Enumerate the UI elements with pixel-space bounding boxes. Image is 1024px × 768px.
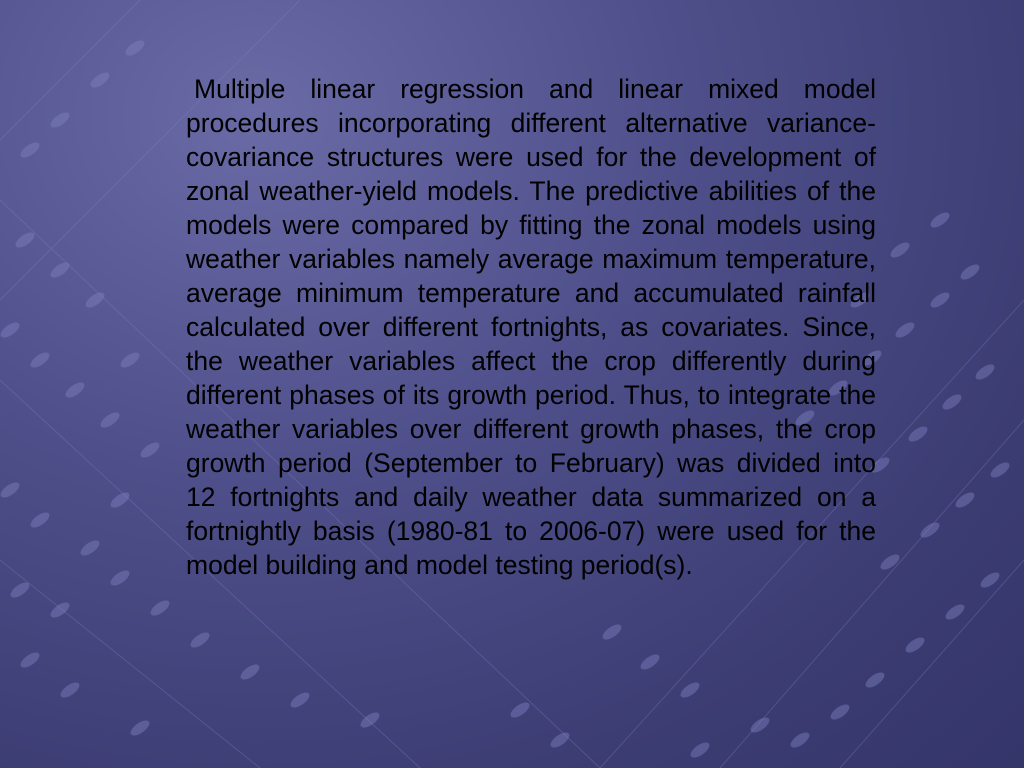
decor-bead (973, 362, 997, 383)
decor-bead (78, 538, 102, 559)
decor-bead (123, 38, 147, 59)
decor-bead (28, 510, 52, 531)
decor-bead (903, 635, 927, 656)
decor-bead (28, 350, 52, 371)
decor-bead (108, 568, 132, 589)
decor-bead (788, 730, 812, 751)
decor-bead (978, 570, 1002, 591)
decor-bead (0, 320, 22, 341)
decor-bead (0, 480, 22, 501)
decor-bead (48, 600, 72, 621)
decor-bead (600, 622, 624, 643)
decor-bead (138, 440, 162, 461)
decor-bead (18, 650, 42, 671)
decor-bead (678, 680, 702, 701)
decor-bead (638, 652, 662, 673)
decor-bead (358, 710, 382, 731)
decor-bead (128, 718, 152, 739)
decor-line (0, 0, 140, 140)
decor-line (840, 560, 1024, 768)
decor-bead (238, 662, 262, 683)
decor-bead (988, 460, 1012, 481)
decor-bead (48, 110, 72, 131)
decor-bead (13, 230, 37, 251)
slide-body-text: Multiple linear regression and linear mixed model procedures incorporating different alternative variance-covariance structures were used for the development of zonal weather-yield models. The predictive abilities of the models were compared by fitting the zonal models using weather variables namely average maximum temperature, average minimum temperature and accumulated rainfall calculated over different fortnights, as covariates. Since, the weather variables affect the crop differently during different phases of its growth period. Thus, to integrate the weather variables over different growth phases, the crop growth period (September to February) was divided into 12 fortnights and daily weather data summarized on a fortnightly basis (1980-81 to 2006-07) were used for the model building and model testing period(s). (186, 74, 876, 580)
decor-bead (863, 670, 887, 691)
decor-bead (83, 290, 107, 311)
decor-bead (928, 210, 952, 231)
decor-bead (508, 700, 532, 721)
decor-line (0, 560, 260, 768)
decor-bead (98, 410, 122, 431)
decor-bead (108, 490, 132, 511)
decor-bead (58, 680, 82, 701)
decor-bead (688, 740, 712, 761)
decor-bead (928, 290, 952, 311)
decor-bead (893, 320, 917, 341)
decor-bead (148, 598, 172, 619)
decor-bead (48, 260, 72, 281)
decor-bead (18, 140, 42, 161)
decor-bead (188, 630, 212, 651)
decor-bead (118, 350, 142, 371)
decor-bead (878, 552, 902, 573)
decor-bead (958, 262, 982, 283)
decor-bead (943, 602, 967, 623)
decor-bead (828, 702, 852, 723)
decor-bead (63, 380, 87, 401)
decor-bead (953, 490, 977, 511)
decor-bead (548, 730, 572, 751)
decor-bead (288, 690, 312, 711)
decor-bead (88, 70, 112, 91)
decor-bead (940, 392, 964, 413)
decor-bead (888, 240, 912, 261)
